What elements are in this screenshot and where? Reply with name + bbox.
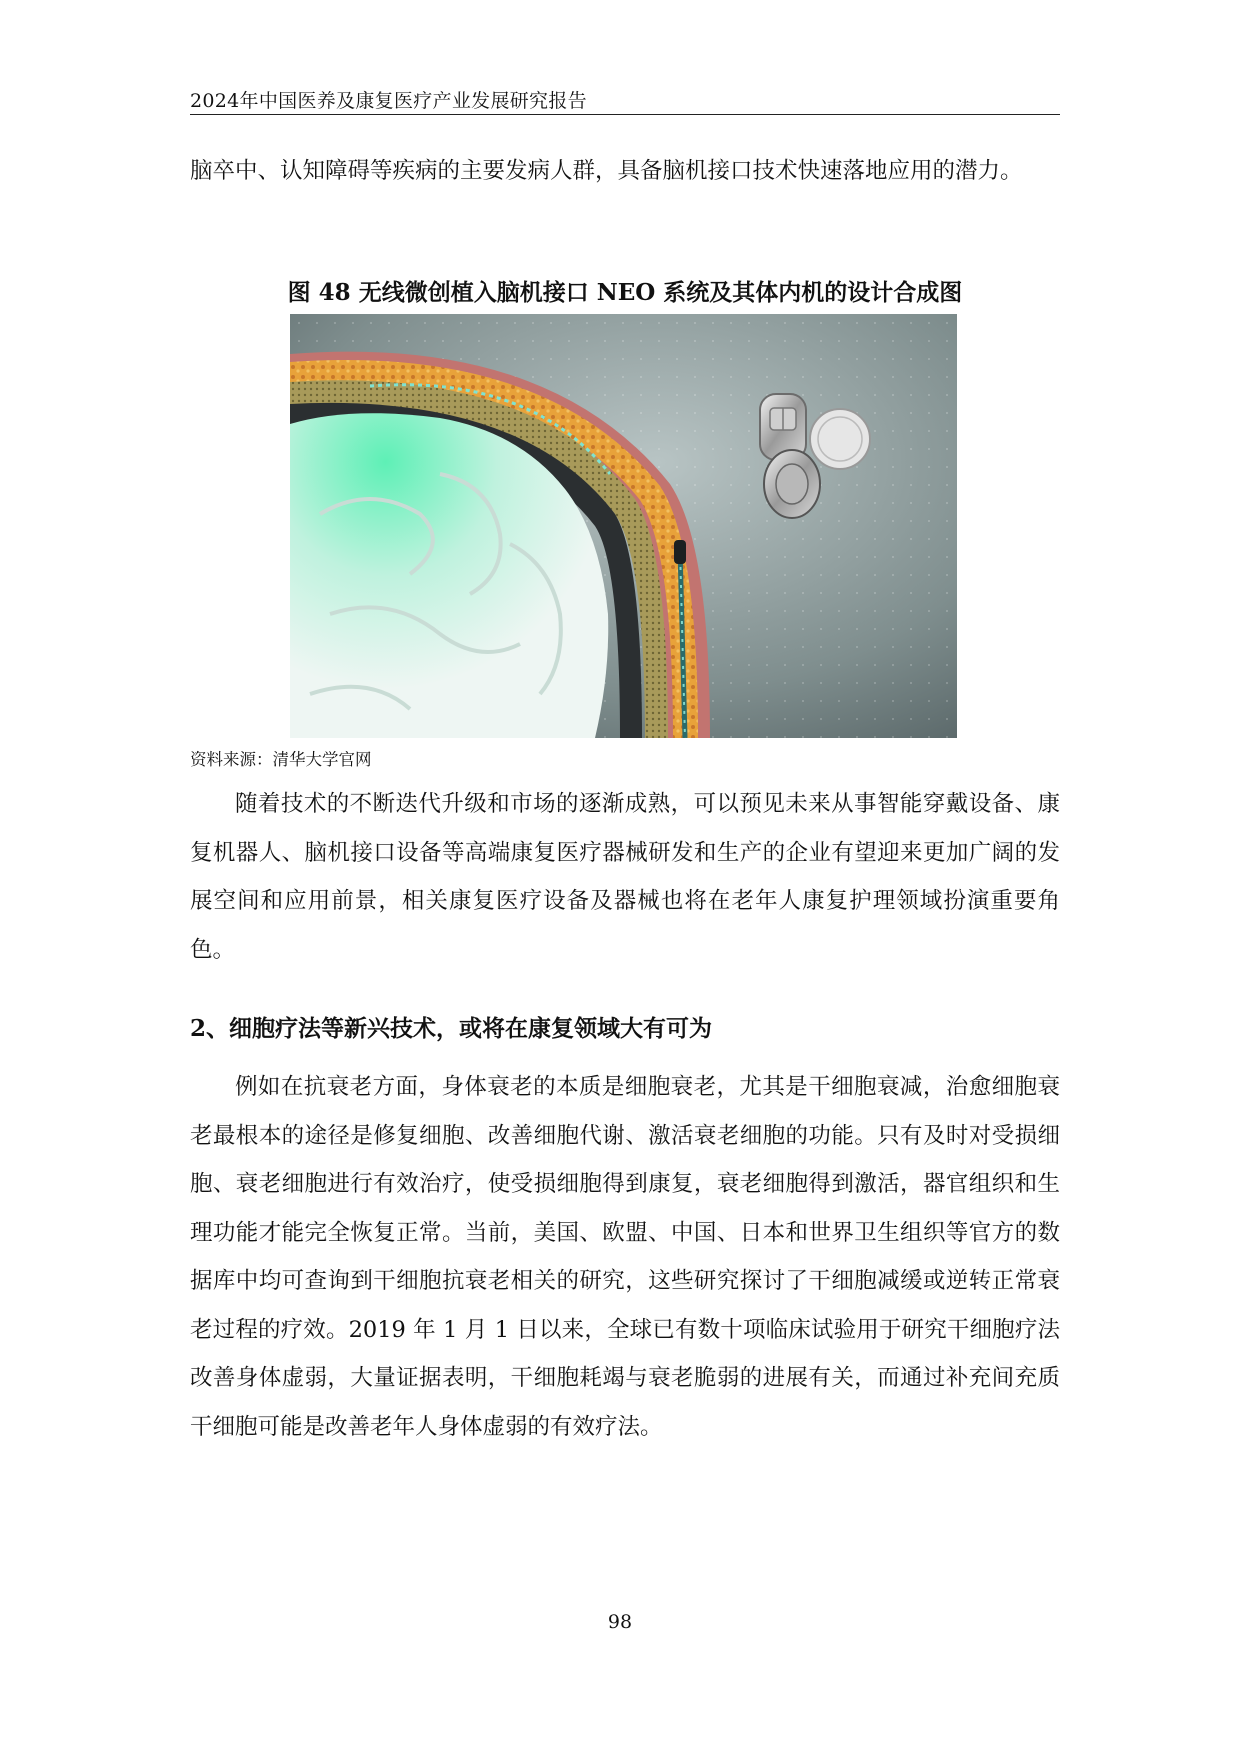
figure-image-brain-computer-interface xyxy=(290,314,957,738)
page-number: 98 xyxy=(607,1611,633,1633)
body-paragraph: 例如在抗衰老方面，身体衰老的本质是细胞衰老，尤其是干细胞衰减，治愈细胞衰老最根本的途径是修复细胞、改善细胞代谢、激活衰老细胞的功能。只有及时对受损细胞、衰老细胞进行有效治疗，使受损细胞得到康复，衰老细胞得到激活，器官组织和生理功能才能完全恢复正常。当前，美国、欧盟、中国、日本和世界卫生组织等官方的数据库中均可查询到干细胞抗衰老相关的研究，这些研究探讨了干细胞减缓或逆转正常衰老过程的疗效。2019 年 1 月 1 日以来，全球已有数十项临床试验用于研究干细胞疗法改善身体虚弱，大量证据表明，干细胞耗竭与衰老脆弱的进展有关，而通过补充间充质干细胞可能是改善老年人身体虚弱的有效疗法。 xyxy=(190,1074,1060,1440)
section-heading: 2、细胞疗法等新兴技术，或将在康复领域大有可为 xyxy=(190,1015,713,1042)
header-divider xyxy=(190,114,1060,115)
figure-source: 资料来源：清华大学官网 xyxy=(190,750,372,769)
running-header: 2024年中国医养及康复医疗产业发展研究报告 xyxy=(190,90,587,112)
intro-paragraph: 脑卒中、认知障碍等疾病的主要发病人群，具备脑机接口技术快速落地应用的潜力。 xyxy=(190,158,1023,184)
figure-caption: 图 48 无线微创植入脑机接口 NEO 系统及其体内机的设计合成图 xyxy=(287,279,963,306)
body-paragraph: 随着技术的不断迭代升级和市场的逐渐成熟，可以预见未来从事智能穿戴设备、康复机器人、脑机接口设备等高端康复医疗器械研发和生产的企业有望迎来更加广阔的发展空间和应用前景，相关康复医疗设备及器械也将在老年人康复护理领域扮演重要角色。 xyxy=(190,791,1060,963)
